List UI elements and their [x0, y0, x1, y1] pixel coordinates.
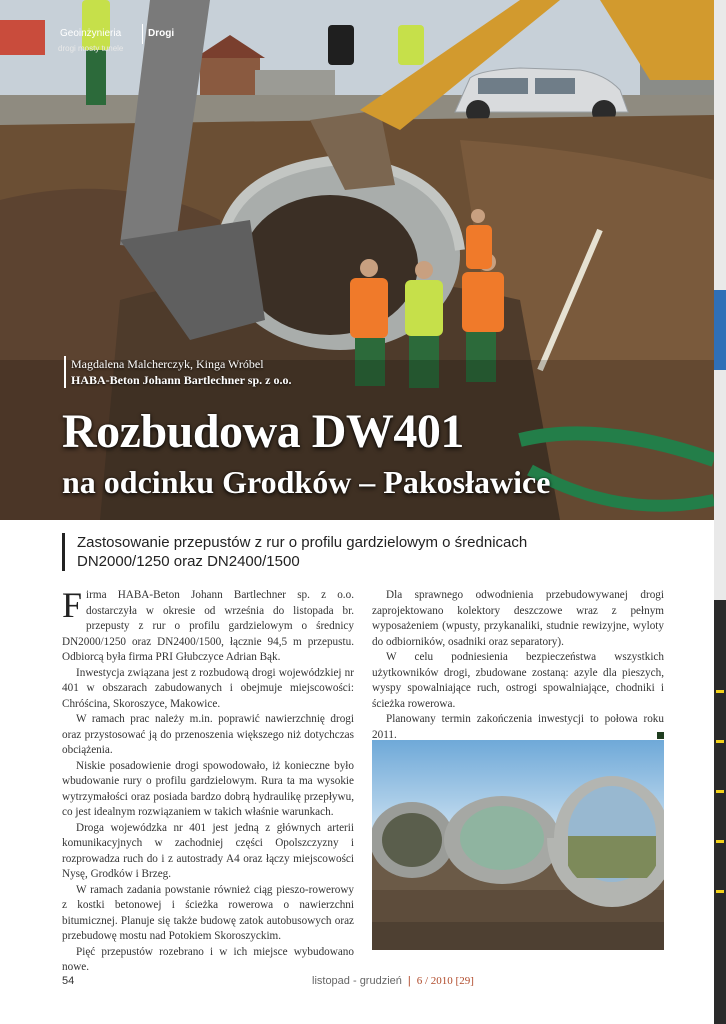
body-paragraph: Pięć przepustów rozebrano i w ich miejsce wybudowano nowe.	[62, 945, 354, 973]
article-lead: Zastosowanie przepustów z rur o profilu gardzielowym o średnicach DN2000/1250 oraz DN2400/1500	[62, 533, 622, 571]
body-column-2	[372, 588, 664, 743]
author-company: HABA-Beton Johann Bartlechner sp. z o.o.	[71, 373, 292, 387]
body-paragraph: Niskie posadowienie drogi spowodowało, iż konieczne było wbudowanie rury o profilu gardzielowym. Rura ta ma wysokie wytrzymałości oraz posiada bardzo dobrą hydraulikę przepływu, co jest idealnym rozwiązaniem w takich właśnie warunkach.	[62, 759, 354, 818]
section-label-primary: Geoinżynieria	[60, 28, 122, 39]
author-block	[64, 356, 291, 388]
issue-number: 6 / 2010 [29]	[416, 975, 474, 987]
issue-date: listopad - grudzień	[312, 975, 402, 987]
body-paragraph: W ramach zadania powstanie również ciąg pieszo-rowerowy z kostki betonowej i ścieżka rowerowa o nawierzchni bitumicznej. Planuje się także budowę zatok autobusowych oraz przebudowę mostu nad Potokiem Skoroszyckim.	[62, 883, 354, 942]
body-paragraph: Firma HABA-Beton Johann Bartlechner sp. z o.o. dostarczyła w okresie od września do listopada br. przepusty z rur o profilu gardzielowym o średnicy DN2000/1250 oraz DN2400/1500, łącznie 94,5 m przepustu. Odbiorcą była firma PRI Głubczyce Adrian Bąk.	[62, 585, 354, 663]
article-subtitle: na odcinku Grodków – Pakosławice	[62, 464, 551, 500]
body-paragraph: W celu podniesienia bezpieczeństwa wszystkich użytkowników drogi, zbudowane zostaną: azyle dla pieszych, wyspy spowalniające ruch, ostrogi spowalniające, chodniki i ścieżka rowerowa.	[372, 651, 664, 710]
page-number: 54	[62, 975, 75, 987]
body-paragraph: W ramach prac należy m.in. poprawić nawierzchnię drogi oraz przystosować ją do przenoszenia większego niż dotychczas obciążenia.	[62, 713, 354, 756]
page-edge-strip	[714, 0, 726, 1024]
section-label-secondary: Drogi	[148, 28, 175, 39]
body-column-1	[62, 585, 354, 976]
drop-cap: F	[62, 585, 83, 625]
author-names: Magdalena Malcherczyk, Kinga Wróbel	[71, 357, 264, 371]
body-paragraph: Dla sprawnego odwodnienia przebudowywanej drogi zaprojektowano kolektory deszczowe wraz z pełnym wyposażeniem (wpusty, przykanaliki, studnie rewizyjne, wyloty do odbiorników, osadniki oraz separatory).	[372, 589, 664, 648]
article-title: Rozbudowa DW401	[62, 405, 464, 458]
end-of-article-mark	[657, 732, 664, 739]
section-divider	[142, 24, 143, 44]
body-paragraph: Planowany termin zakończenia inwestycji to połowa roku 2011.	[372, 713, 664, 741]
concrete-pipes-illustration	[372, 740, 664, 950]
body-paragraph: Droga wojewódzka nr 401 jest jedną z głównych arterii komunikacyjnych w zachodniej części Opolszczyzny i rozprowadza ruch do i z autostrady A4 oraz łączy miejscowości Nysę, Grodków i Brzeg.	[62, 821, 354, 880]
issue-info: listopad - grudzień | 6 / 2010 [29]	[312, 975, 474, 987]
hero-photo	[0, 0, 714, 520]
pipes-photo	[372, 740, 664, 950]
body-paragraph: Inwestycja związana jest z rozbudową drogi wojewódzkiej nr 401 w obszarach zabudowanych i obejmuje miejscowości: Chróścina, Skoroszyce, Makowice.	[62, 666, 354, 710]
section-label-primary-sub: drogi mosty tunele	[58, 44, 124, 53]
